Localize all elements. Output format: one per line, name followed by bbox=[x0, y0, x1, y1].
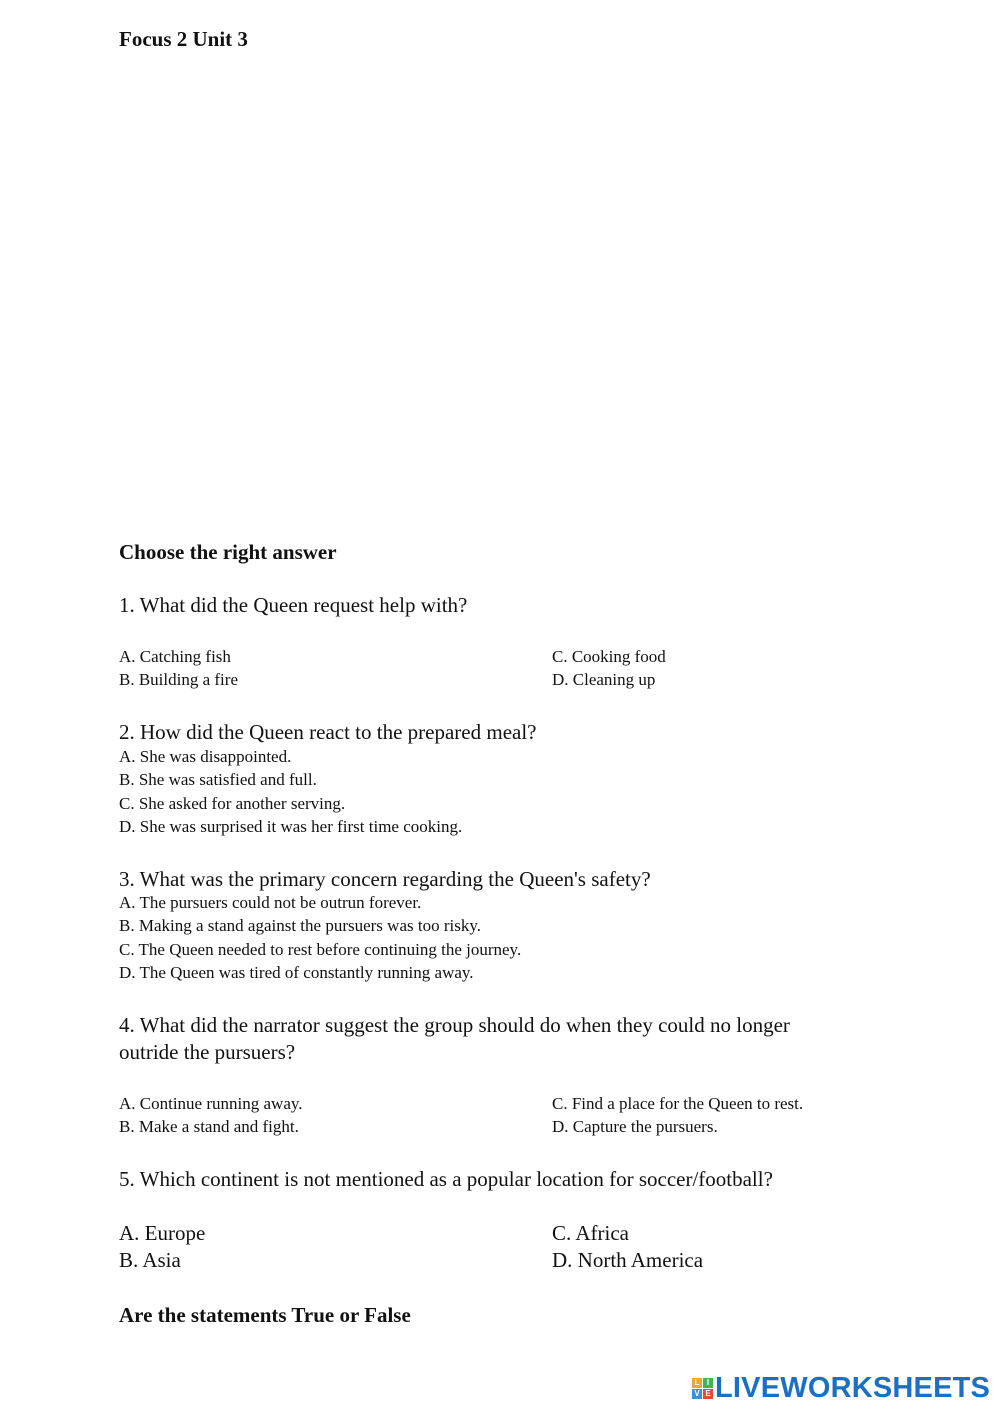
logo-mark-icon bbox=[692, 1378, 713, 1399]
question-4-text-line-1: 4. What did the narrator suggest the group should do when they could no longer bbox=[119, 1013, 790, 1037]
question-4-option-c: C. Find a place for the Queen to rest. bbox=[552, 1094, 804, 1113]
liveworksheets-logo bbox=[692, 1373, 990, 1403]
question-3-text: 3. What was the primary concern regarding the Queen's safety? bbox=[119, 867, 651, 891]
question-4-option-a: A. Continue running away. bbox=[119, 1094, 303, 1113]
question-3-option-a: A. The pursuers could not be outrun forever. bbox=[119, 893, 422, 912]
question-5-option-d: D. North America bbox=[552, 1248, 704, 1272]
logo-tile-v: V bbox=[692, 1389, 702, 1399]
question-5-option-c: C. Africa bbox=[552, 1221, 629, 1245]
question-1-option-a: A. Catching fish bbox=[119, 647, 231, 666]
question-5-option-a: A. Europe bbox=[119, 1221, 206, 1245]
question-2-option-a: A. She was disappointed. bbox=[119, 747, 292, 766]
question-4-options-left bbox=[119, 1092, 303, 1139]
section-heading-true-false: Are the statements True or False bbox=[119, 1303, 411, 1327]
question-4-option-b: B. Make a stand and fight. bbox=[119, 1117, 299, 1137]
question-2-text: 2. How did the Queen react to the prepared meal? bbox=[119, 720, 537, 744]
logo-tile-e: E bbox=[703, 1389, 713, 1399]
question-3-options bbox=[119, 891, 521, 984]
question-2-options bbox=[119, 745, 462, 838]
question-2-option-d: D. She was surprised it was her first time cooking. bbox=[119, 816, 463, 836]
section-heading-choose: Choose the right answer bbox=[119, 540, 337, 564]
question-1-option-b: B. Building a fire bbox=[119, 670, 238, 690]
question-1-options-right bbox=[552, 645, 666, 692]
question-4-options-right bbox=[552, 1092, 803, 1139]
question-4-option-d: D. Capture the pursuers. bbox=[552, 1117, 718, 1137]
question-2-option-c: C. She asked for another serving. bbox=[119, 793, 346, 813]
question-4-text-line-2: outride the pursuers? bbox=[119, 1040, 296, 1064]
question-3-option-d: D. The Queen was tired of constantly running away. bbox=[119, 962, 474, 982]
logo-wordmark: LIVEWORKSHEETS bbox=[715, 1372, 991, 1404]
question-5-text: 5. Which continent is not mentioned as a popular location for soccer/football? bbox=[119, 1167, 773, 1191]
question-1-options-left bbox=[119, 645, 238, 692]
logo-tile-i: I bbox=[703, 1378, 713, 1388]
question-1-text: 1. What did the Queen request help with? bbox=[119, 593, 468, 617]
question-5-options-left bbox=[119, 1220, 205, 1274]
question-1-option-d: D. Cleaning up bbox=[552, 670, 656, 690]
question-1-option-c: C. Cooking food bbox=[552, 647, 666, 666]
logo-tile-l: L bbox=[692, 1378, 702, 1388]
question-3-option-b: B. Making a stand against the pursuers was too risky. bbox=[119, 916, 481, 936]
question-2-option-b: B. She was satisfied and full. bbox=[119, 770, 317, 790]
question-3-option-c: C. The Queen needed to rest before continuing the journey. bbox=[119, 939, 522, 959]
page-title: Focus 2 Unit 3 bbox=[119, 27, 248, 51]
question-5-option-b: B. Asia bbox=[119, 1248, 181, 1272]
question-5-options-right bbox=[552, 1220, 703, 1274]
